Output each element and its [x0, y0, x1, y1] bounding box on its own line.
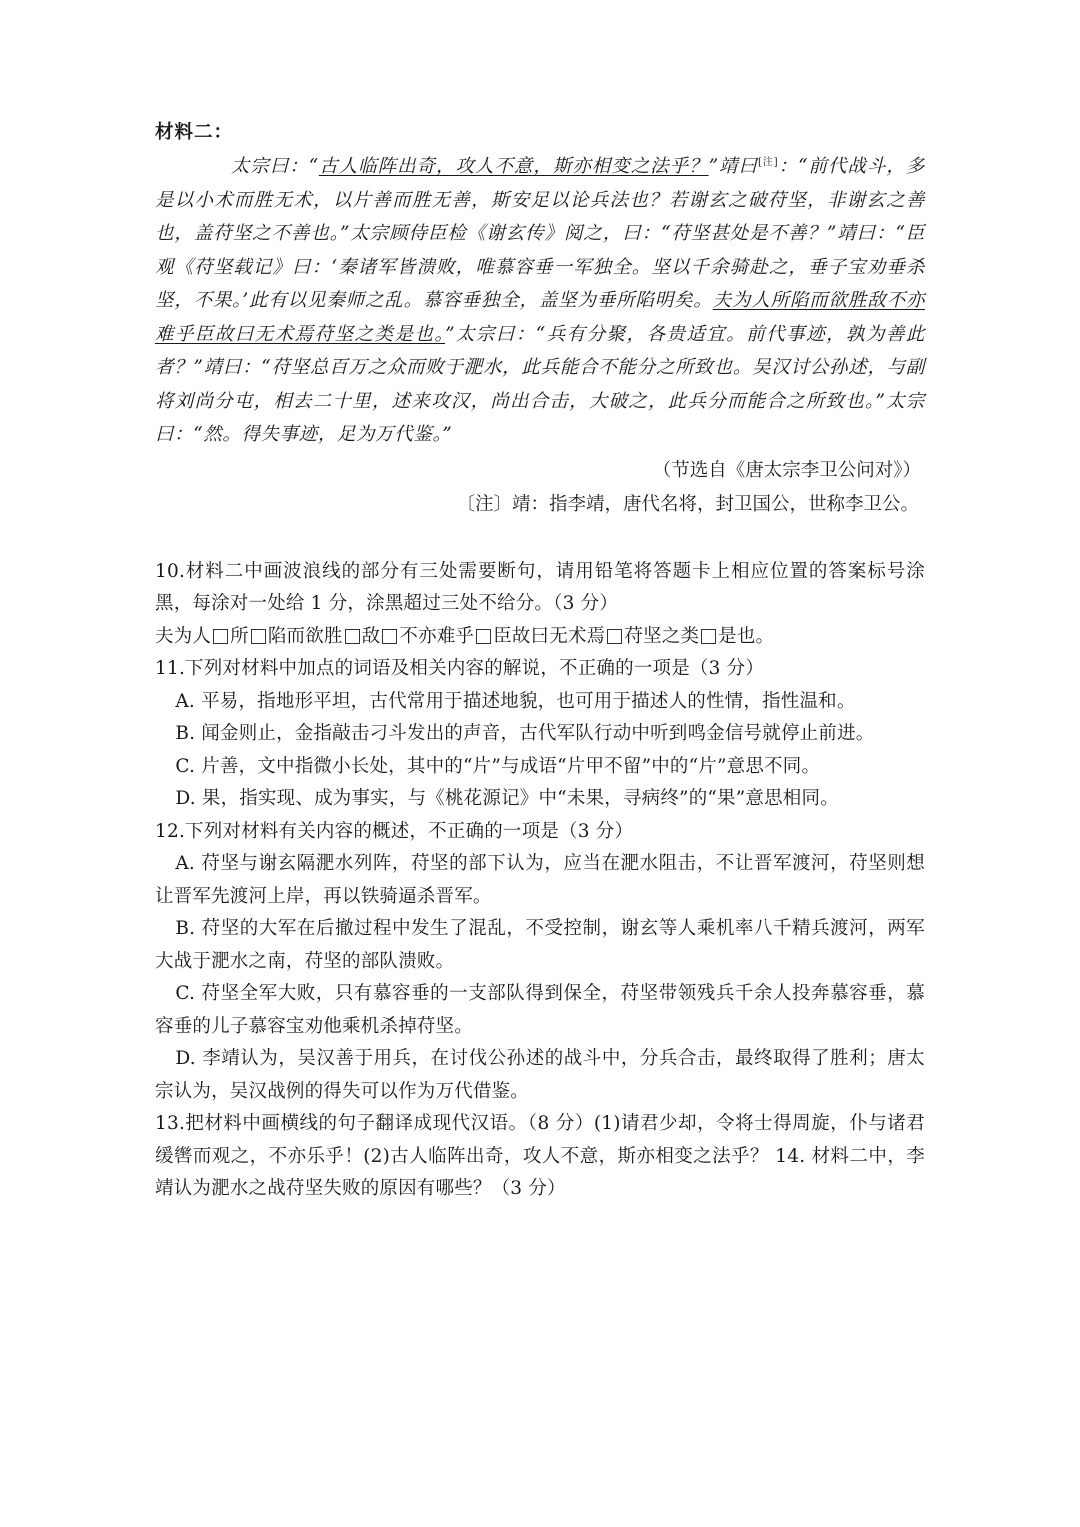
- passage-seg-0: 太宗曰：“: [192, 156, 319, 177]
- sentence-part-0: 夫为人: [155, 625, 212, 647]
- sentence-part-2: 陷而欲胜: [267, 625, 343, 647]
- passage-seg-6: ”太宗曰：“兵有分聚，各贵适宜。前代事迹，孰为善此者？”靖曰：“苻坚总百万之众而败于淝水，此兵能合不能分之所致也。吴汉讨公孙述，与副将刘尚分屯，相去二十里，述来攻汉，尚出合击，大破之，此兵分而能合之所致也。”太宗曰：“然。得失事迹，足为万代鉴。”: [155, 323, 925, 445]
- passage-seg-4: ：“前代战斗，多是以小术而胜无术，以片善而胜无善，斯安足以论兵法也？若谢玄之破苻坚，非谢玄之善也，盖苻坚之不善也。”太宗顾侍臣检《谢玄传》阅之，曰：“苻坚甚处是不善？”靖曰：“臣观《苻坚载记》曰：‘秦诸军皆溃败，唯慕容垂一军独全。坚以千余骑赴之，垂子宝劝垂杀坚，不果。’此有以见秦师之乱。慕容垂独全，盖坚为垂所陷明矣。: [155, 156, 925, 311]
- sentence-part-5: 臣故曰无术焉: [493, 625, 606, 647]
- footnote-marker: [注]: [757, 156, 779, 168]
- question-12-option-d[interactable]: D. 李靖认为，吴汉善于用兵，在讨伐公孙述的战斗中，分兵合击，最终取得了胜利；唐太宗认为，吴汉战例的得失可以作为万代借鉴。: [155, 1048, 925, 1102]
- question-11: [155, 653, 925, 686]
- sentence-part-1: 所: [230, 625, 249, 647]
- question-12-option-c[interactable]: C. 苻坚全军大败，只有慕容垂的一支部队得到保全，苻坚带领残兵千余人投奔慕容垂，慕容垂的儿子慕容宝劝他乘机杀掉苻坚。: [155, 983, 925, 1037]
- question-12-option-a[interactable]: A. 苻坚与谢玄隔淝水列阵，苻坚的部下认为，应当在淝水阻击，不让晋军渡河，苻坚则想让晋军先渡河上岸，再以铁骑逼杀晋军。: [155, 853, 925, 907]
- sentence-part-4: 不亦难乎: [399, 625, 475, 647]
- question-12-option-b[interactable]: B. 苻坚的大军在后撤过程中发生了混乱，不受控制，谢玄等人乘机率八千精兵渡河，两军大战于淝水之南，苻坚的部队溃败。: [155, 918, 925, 972]
- question-11-option-b[interactable]: B. 闻金则止，金指敲击刁斗发出的声音，古代军队行动中听到鸣金信号就停止前进。: [175, 723, 875, 744]
- punctuation-box[interactable]: [251, 629, 266, 644]
- sentence-part-7: 是也。: [718, 625, 775, 647]
- question-10: [155, 556, 925, 621]
- passage-source: （节选自《唐太宗李卫公问对》）: [652, 459, 921, 481]
- punctuation-box[interactable]: [345, 629, 360, 644]
- sentence-part-3: 敌: [361, 625, 381, 647]
- punctuation-box[interactable]: [213, 629, 228, 644]
- passage-paragraph: [155, 150, 925, 452]
- question-10-sentence: [155, 621, 925, 654]
- question-11-stem: 下列对材料中加点的词语及相关内容的解说，不正确的一项是（3 分）: [185, 658, 765, 679]
- questions-area: [155, 556, 925, 1206]
- question-13-stem: 把材料中画横线的句子翻译成现代汉语。（8 分）(1)请君少却，令将士得周旋，仆与诸君缓辔而观之，不亦乐乎！(2)古人临阵出奇，攻人不意，斯亦相变之法乎？ 14. 材料二中，李靖认为淝水之战苻坚失败的原因有哪些？（3 分）: [155, 1113, 925, 1199]
- question-11-option-d[interactable]: D. 果，指实现、成为事实，与《桃花源记》中“未果，寻病终”的“果”意思相同。: [175, 788, 839, 809]
- question-12-number: 12.: [155, 820, 186, 842]
- question-13: [155, 1108, 925, 1206]
- question-13-number: 13.: [155, 1113, 186, 1134]
- punctuation-box[interactable]: [476, 629, 491, 644]
- question-11-option-c[interactable]: C. 片善，文中指微小长处，其中的“片”与成语“片甲不留”中的“片”意思不同。: [175, 755, 821, 777]
- punctuation-box[interactable]: [607, 629, 622, 644]
- punctuation-box[interactable]: [701, 629, 716, 644]
- passage-seg-2: ”靖曰: [708, 156, 758, 177]
- question-11-number: 11.: [155, 658, 186, 679]
- sentence-part-6: 苻坚之类: [624, 625, 700, 647]
- material-heading: 材料二：: [155, 122, 234, 143]
- classical-passage: [155, 150, 925, 452]
- punctuation-box[interactable]: [382, 629, 397, 644]
- question-11-option-a[interactable]: A. 平易，指地形平坦，古代常用于描述地貌，也可用于描述人的性情，指性温和。: [175, 690, 856, 712]
- question-10-number: 10.: [155, 560, 186, 582]
- passage-footnote: 〔注〕靖：指李靖，唐代名将，封卫国公，世称李卫公。: [456, 493, 919, 515]
- question-12-stem: 下列对材料有关内容的概述，不正确的一项是（3 分）: [185, 820, 634, 842]
- passage-underline-2: 夫为人所陷而欲胜敌不亦难乎臣故曰无术焉苻坚之类是也。: [155, 290, 925, 345]
- question-12: [155, 816, 925, 849]
- passage-underline-1: 古人临阵出奇，攻人不意，斯亦相变之法乎？: [318, 156, 709, 177]
- question-10-stem: 材料二中画波浪线的部分有三处需要断句，请用铅笔将答题卡上相应位置的答案标号涂黑，每涂对一处给 1 分，涂黑超过三处不给分。（3 分）: [155, 560, 925, 614]
